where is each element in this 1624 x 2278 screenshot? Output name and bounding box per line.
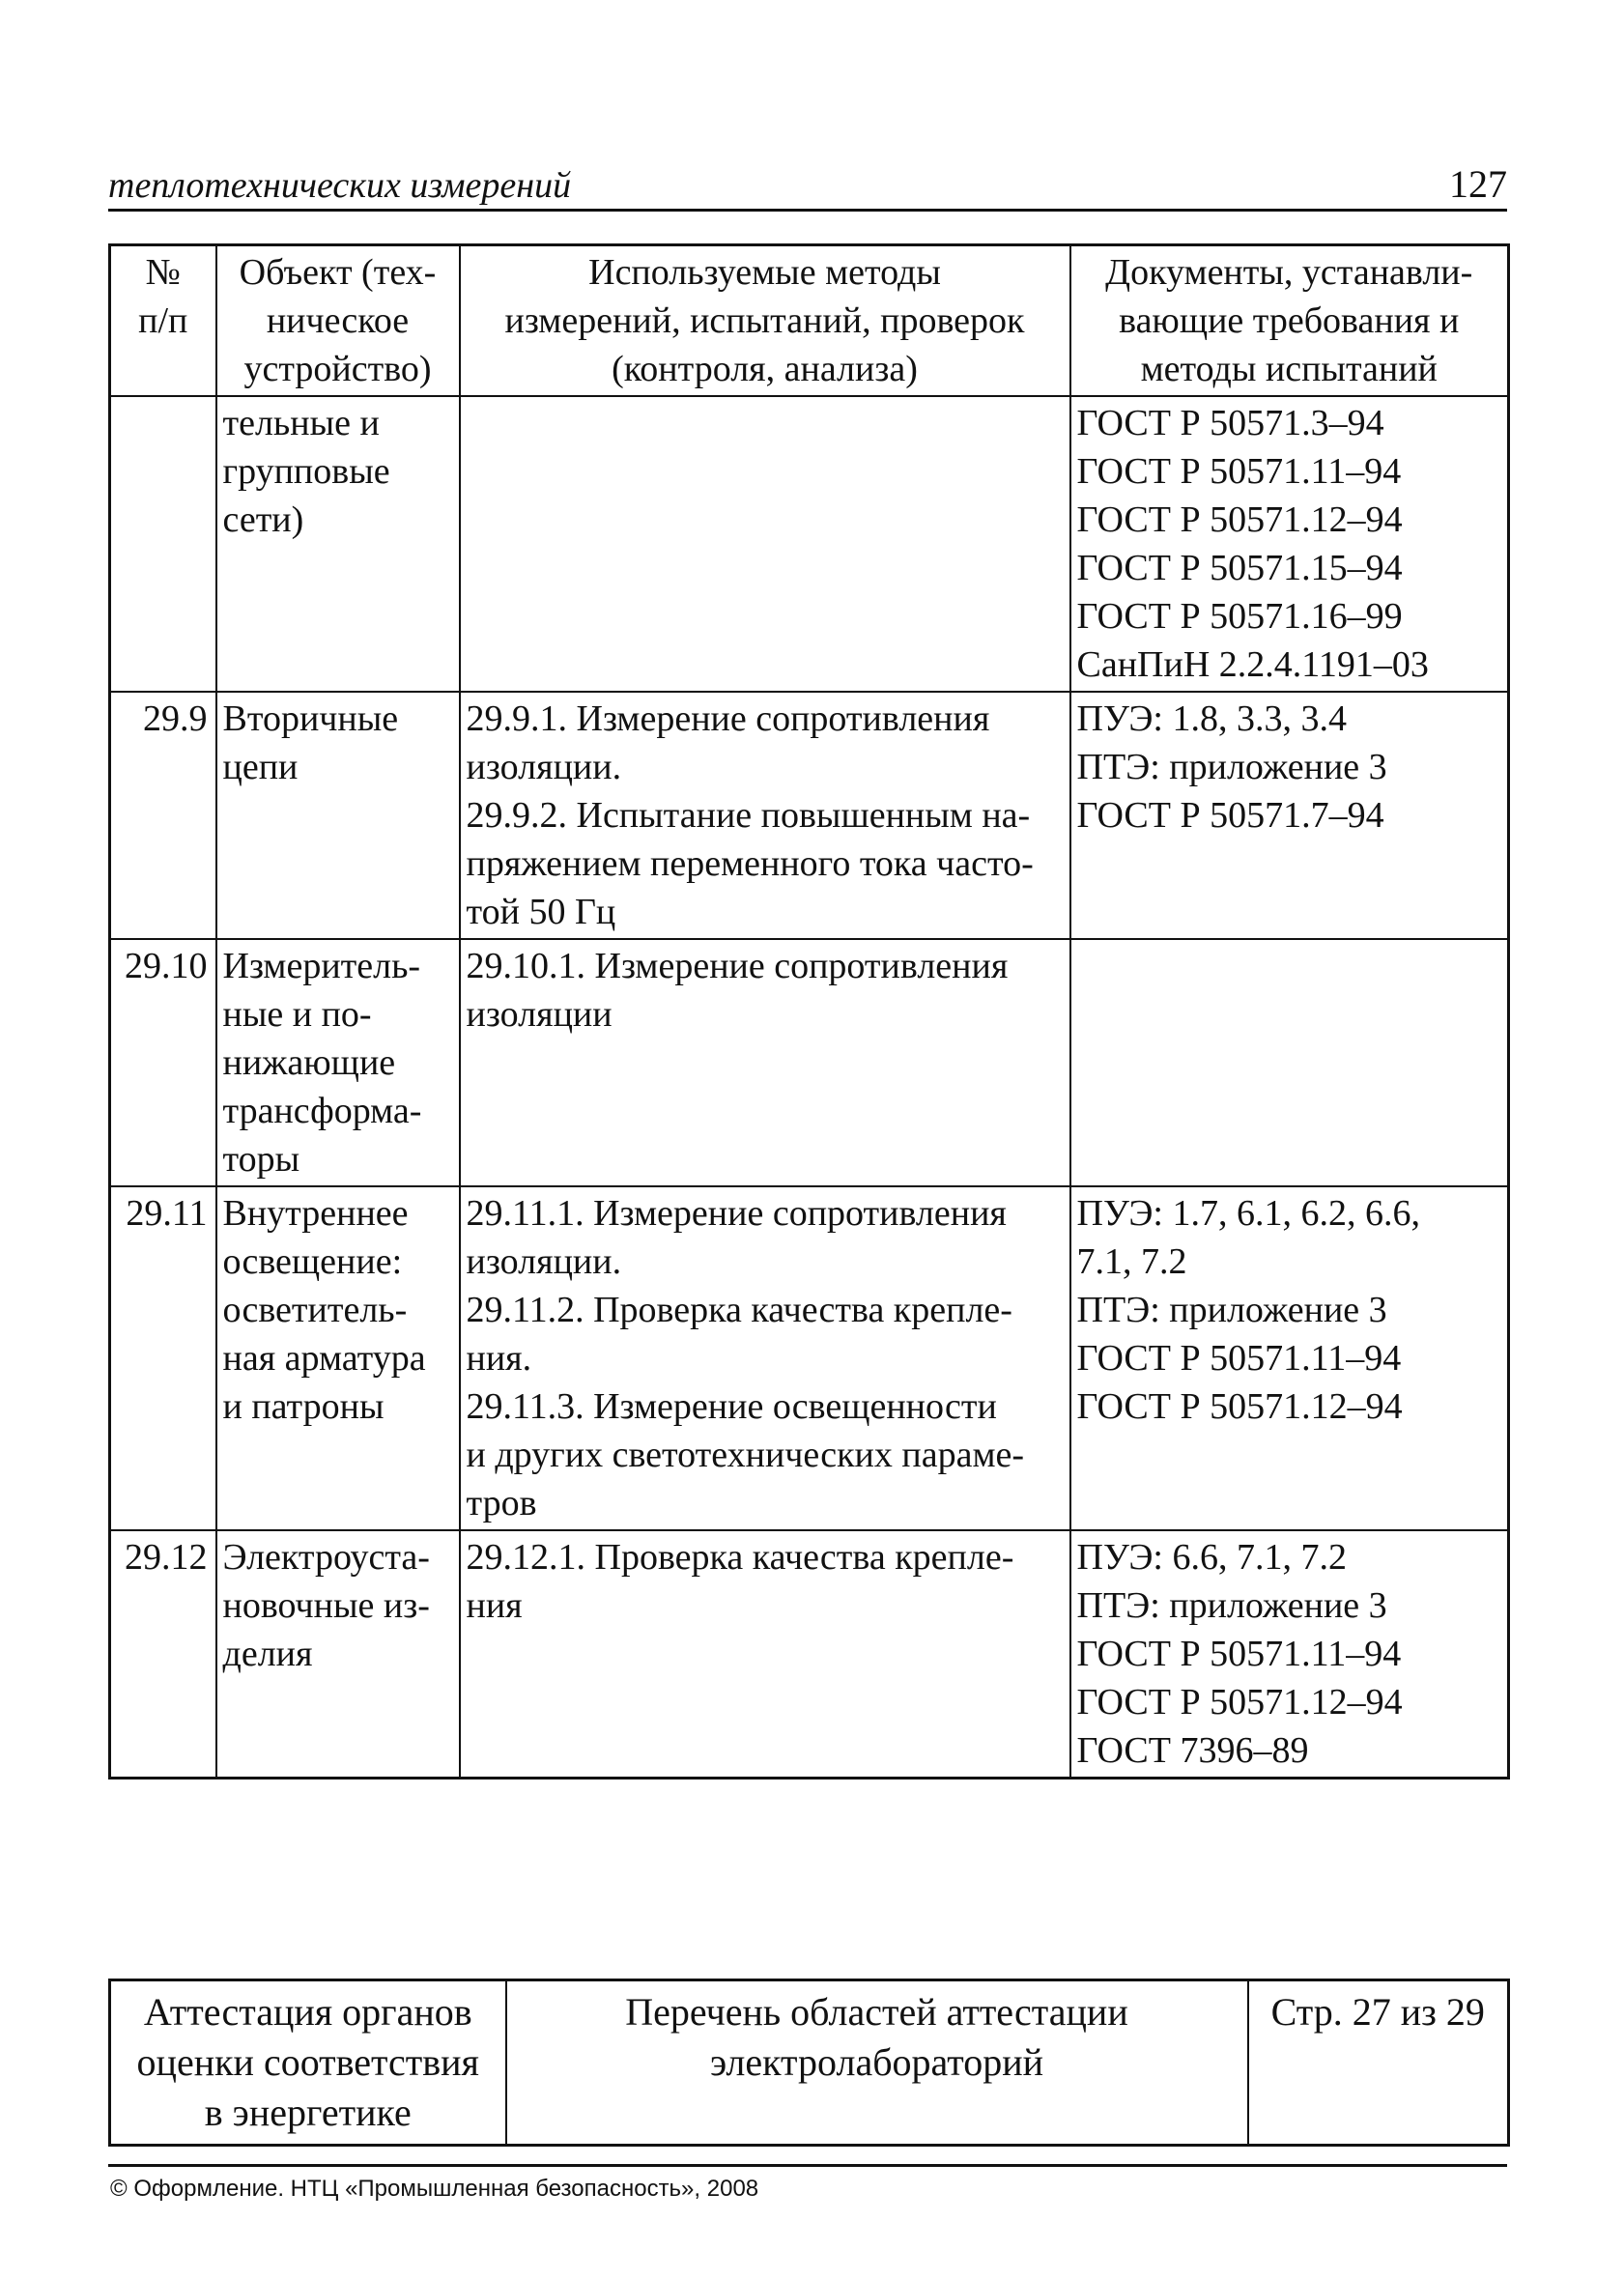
footer-document-title: Перечень областей аттестации электролабораторий bbox=[506, 1980, 1248, 2146]
row-methods-line: 29.9.2. Испытание повышенным на- bbox=[466, 795, 1031, 836]
row-methods-line: ния bbox=[466, 1585, 523, 1626]
row-number: 29.9 bbox=[110, 692, 216, 939]
row-documents-line: 7.1, 7.2 bbox=[1076, 1241, 1187, 1282]
row-methods-line: изоляции. bbox=[466, 747, 622, 787]
running-title: теплотехнических измерений bbox=[108, 165, 572, 206]
table-body bbox=[110, 396, 1509, 1779]
row-documents-line: ПТЭ: приложение 3 bbox=[1076, 1290, 1387, 1330]
row-object bbox=[216, 1186, 460, 1530]
row-object-line: делия bbox=[222, 1634, 313, 1674]
row-object bbox=[216, 939, 460, 1186]
col-header-documents: Документы, устанавли- вающие требования и методы испытаний bbox=[1070, 245, 1509, 397]
row-documents-line: ГОСТ Р 50571.11–94 bbox=[1076, 1338, 1402, 1379]
copyright-notice: © Оформление. НТЦ «Промышленная безопасность», 2008 bbox=[110, 2176, 759, 2202]
row-documents-line: ГОСТ 7396–89 bbox=[1076, 1730, 1309, 1771]
row-object-line: Внутреннее bbox=[222, 1193, 409, 1234]
row-object-line: и патроны bbox=[222, 1386, 385, 1427]
row-documents-line: ГОСТ Р 50571.15–94 bbox=[1076, 548, 1403, 588]
row-number: 29.11 bbox=[110, 1186, 216, 1530]
row-methods-line: изоляции bbox=[466, 994, 613, 1035]
table-row bbox=[110, 1530, 1509, 1779]
row-object-line: групповые bbox=[222, 451, 390, 492]
row-documents bbox=[1070, 939, 1509, 1186]
row-object-line: трансформа- bbox=[222, 1091, 422, 1131]
row-documents-line: ГОСТ Р 50571.12–94 bbox=[1076, 1386, 1403, 1427]
attestation-table bbox=[108, 243, 1510, 1780]
row-methods-line: 29.11.3. Измерение освещенности bbox=[466, 1386, 997, 1427]
row-documents bbox=[1070, 396, 1509, 692]
row-methods bbox=[460, 1186, 1070, 1530]
row-methods-line: 29.9.1. Измерение сопротивления bbox=[466, 698, 990, 739]
row-methods-line: изоляции. bbox=[466, 1241, 622, 1282]
row-documents-line: ПТЭ: приложение 3 bbox=[1076, 1585, 1387, 1626]
table-row bbox=[110, 692, 1509, 939]
row-object bbox=[216, 396, 460, 692]
row-documents-line: ГОСТ Р 50571.11–94 bbox=[1076, 451, 1402, 492]
row-methods-line: 29.10.1. Измерение сопротивления bbox=[466, 946, 1009, 986]
row-object bbox=[216, 692, 460, 939]
row-methods-line: ния. bbox=[466, 1338, 532, 1379]
row-documents-line: ГОСТ Р 50571.12–94 bbox=[1076, 499, 1403, 540]
row-documents-line: ПТЭ: приложение 3 bbox=[1076, 747, 1387, 787]
row-object-line: освещение: bbox=[222, 1241, 403, 1282]
row-documents bbox=[1070, 1530, 1509, 1779]
row-object-line: ные и по- bbox=[222, 994, 372, 1035]
row-documents-line: ПУЭ: 6.6, 7.1, 7.2 bbox=[1076, 1537, 1347, 1578]
row-object-line: сети) bbox=[222, 499, 304, 540]
row-documents-line: ГОСТ Р 50571.16–99 bbox=[1076, 596, 1403, 637]
page-number: 127 bbox=[1449, 162, 1507, 206]
row-documents-line: ГОСТ Р 50571.3–94 bbox=[1076, 403, 1384, 443]
row-documents-line: ГОСТ Р 50571.12–94 bbox=[1076, 1682, 1403, 1723]
row-documents-line: СанПиН 2.2.4.1191–03 bbox=[1076, 644, 1429, 685]
row-object bbox=[216, 1530, 460, 1779]
row-methods bbox=[460, 939, 1070, 1186]
row-documents-line: ПУЭ: 1.8, 3.3, 3.4 bbox=[1076, 698, 1347, 739]
row-documents bbox=[1070, 1186, 1509, 1530]
row-methods-line: пряжением переменного тока часто- bbox=[466, 843, 1034, 884]
row-methods bbox=[460, 396, 1070, 692]
table-row bbox=[110, 1186, 1509, 1530]
row-documents-line: ГОСТ Р 50571.7–94 bbox=[1076, 795, 1384, 836]
row-object-line: Электроуста- bbox=[222, 1537, 430, 1578]
running-header bbox=[108, 160, 1507, 212]
row-object-line: цепи bbox=[222, 747, 299, 787]
row-object-line: торы bbox=[222, 1139, 300, 1180]
document-footer-box bbox=[108, 1979, 1510, 2147]
row-methods-line: тров bbox=[466, 1483, 537, 1523]
row-object-line: тельные и bbox=[222, 403, 380, 443]
row-methods-line: 29.12.1. Проверка качества крепле- bbox=[466, 1537, 1014, 1578]
row-number: 29.12 bbox=[110, 1530, 216, 1779]
row-documents bbox=[1070, 692, 1509, 939]
row-methods bbox=[460, 692, 1070, 939]
row-object-line: Измеритель- bbox=[222, 946, 421, 986]
copyright-divider bbox=[108, 2164, 1507, 2167]
col-header-number: № п/п bbox=[110, 245, 216, 397]
footer-organization: Аттестация органов оценки соответствия в энергетике bbox=[110, 1980, 506, 2146]
col-header-object: Объект (тех- ническое устройство) bbox=[216, 245, 460, 397]
row-number bbox=[110, 396, 216, 692]
row-object-line: нижающие bbox=[222, 1042, 396, 1083]
row-methods-line: 29.11.2. Проверка качества крепле- bbox=[466, 1290, 1012, 1330]
table-row bbox=[110, 939, 1509, 1186]
row-methods-line: той 50 Гц bbox=[466, 892, 616, 932]
row-methods-line: и других светотехнических параме- bbox=[466, 1435, 1025, 1475]
row-object-line: новочные из- bbox=[222, 1585, 430, 1626]
col-header-methods: Используемые методы измерений, испытаний, проверок (контроля, анализа) bbox=[460, 245, 1070, 397]
row-number: 29.10 bbox=[110, 939, 216, 1186]
row-object-line: ная арматура bbox=[222, 1338, 426, 1379]
row-methods-line: 29.11.1. Измерение сопротивления bbox=[466, 1193, 1007, 1234]
footer-page-info: Стр. 27 из 29 bbox=[1248, 1980, 1509, 2146]
row-object-line: Вторичные bbox=[222, 698, 399, 739]
table-row bbox=[110, 396, 1509, 692]
row-documents-line: ПУЭ: 1.7, 6.1, 6.2, 6.6, bbox=[1076, 1193, 1420, 1234]
row-documents-line: ГОСТ Р 50571.11–94 bbox=[1076, 1634, 1402, 1674]
row-object-line: осветитель- bbox=[222, 1290, 408, 1330]
table-header bbox=[110, 245, 1509, 397]
row-methods bbox=[460, 1530, 1070, 1779]
